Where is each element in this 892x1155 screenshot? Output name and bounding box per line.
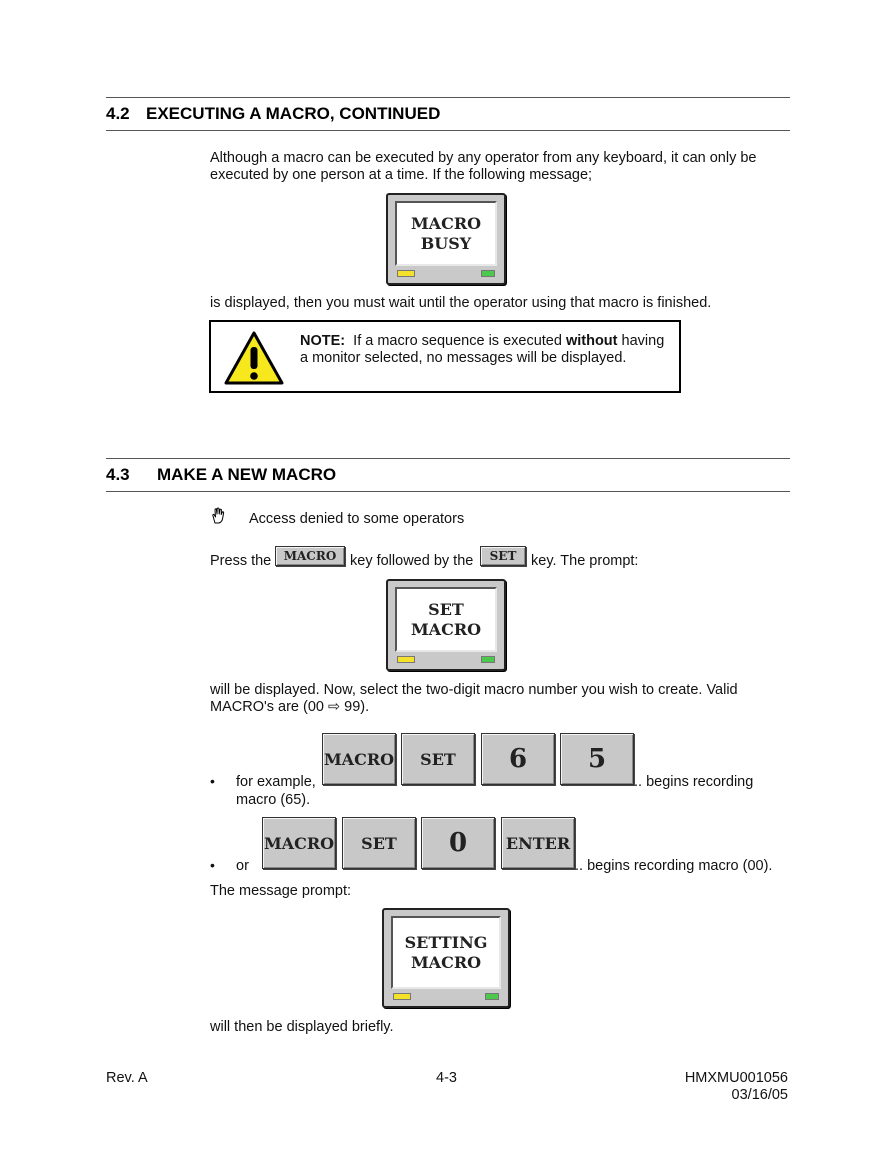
section-42-bottom-rule [106, 130, 790, 131]
paragraph-select-number [210, 682, 738, 716]
paragraph-line: executed by one person at a time. If the following message; [210, 167, 593, 183]
note-label: NOTE: [300, 333, 346, 349]
yellow-led-icon [393, 993, 411, 1000]
section-43-top-rule [106, 458, 790, 459]
section-42-top-rule [106, 97, 790, 98]
paragraph-displayed-briefly: will then be displayed briefly. [210, 1019, 394, 1035]
monitor-set-macro [386, 579, 506, 671]
section-43-number: 4.3 [106, 465, 130, 484]
monitor-setting-macro [382, 908, 510, 1008]
macro-key-inline: MACRO [275, 546, 345, 566]
green-led-icon [481, 656, 495, 663]
monitor-screen [391, 916, 501, 989]
note-text-part: If a macro sequence is executed [345, 333, 566, 349]
set-key-inline: SET [480, 546, 526, 566]
monitor-line: MACRO [410, 952, 482, 972]
digit-0-key: 0 [421, 817, 495, 869]
example-2-suffix: .. begins recording macro (00). [575, 858, 773, 874]
green-led-icon [485, 993, 499, 1000]
access-denied-text: Access denied to some operators [249, 511, 465, 527]
monitor-screen [395, 587, 497, 652]
digit-6-key: 6 [481, 733, 555, 785]
monitor-line: MACRO [410, 213, 482, 233]
monitor-line: SET [428, 599, 464, 619]
paragraph-line: will be displayed. Now, select the two-digit macro number you wish to create. Valid [210, 682, 738, 698]
section-42-number: 4.2 [106, 104, 130, 123]
hand-stop-icon [210, 507, 228, 525]
paragraph-wait: is displayed, then you must wait until the operator using that macro is finished. [210, 295, 712, 311]
set-key: SET [342, 817, 416, 869]
macro-key: MACRO [322, 733, 396, 785]
press-text: key followed by the [350, 553, 474, 569]
section-43-bottom-rule [106, 491, 790, 492]
enter-key: ENTER [501, 817, 575, 869]
warning-icon [223, 330, 285, 386]
paragraph-line: Although a macro can be executed by any operator from any keyboard, it can only be [210, 150, 757, 166]
note-box [209, 320, 681, 393]
note-text [300, 333, 675, 367]
paragraph-line: MACRO's are (00 ⇨ 99). [210, 699, 370, 715]
monitor-screen [395, 201, 497, 266]
note-text-part: having [617, 333, 665, 349]
monitor-line: SETTING [404, 932, 488, 952]
footer-date: 03/16/05 [731, 1087, 788, 1103]
macro-key: MACRO [262, 817, 336, 869]
press-text: Press the [210, 553, 272, 569]
example-1-suffix: .. begins recording [634, 774, 754, 790]
section-42-title: EXECUTING A MACRO, CONTINUED [146, 104, 441, 123]
note-line-2: a monitor selected, no messages will be displayed. [300, 350, 627, 366]
monitor-line: MACRO [410, 619, 482, 639]
section-43-title: MAKE A NEW MACRO [157, 465, 337, 484]
footer-doc-id: HMXMU001056 [684, 1070, 788, 1086]
bullet: • [210, 857, 215, 873]
monitor-macro-busy [386, 193, 506, 285]
monitor-line: BUSY [420, 233, 472, 253]
yellow-led-icon [397, 270, 415, 277]
press-line [210, 546, 770, 570]
paragraph-macro-executed [210, 150, 757, 184]
footer-page-number: 4-3 [436, 1070, 457, 1086]
note-emphasis: without [565, 333, 618, 349]
press-text: key. The prompt: [531, 553, 639, 569]
yellow-led-icon [397, 656, 415, 663]
green-led-icon [481, 270, 495, 277]
digit-5-key: 5 [560, 733, 634, 785]
set-key: SET [401, 733, 475, 785]
paragraph-message-prompt: The message prompt: [210, 883, 352, 899]
footer-revision: Rev. A [106, 1070, 148, 1086]
example-1-prefix: for example, [236, 774, 316, 790]
bullet: • [210, 773, 215, 789]
example-1-line-2: macro (65). [236, 792, 311, 808]
example-2-prefix: or [236, 858, 249, 874]
